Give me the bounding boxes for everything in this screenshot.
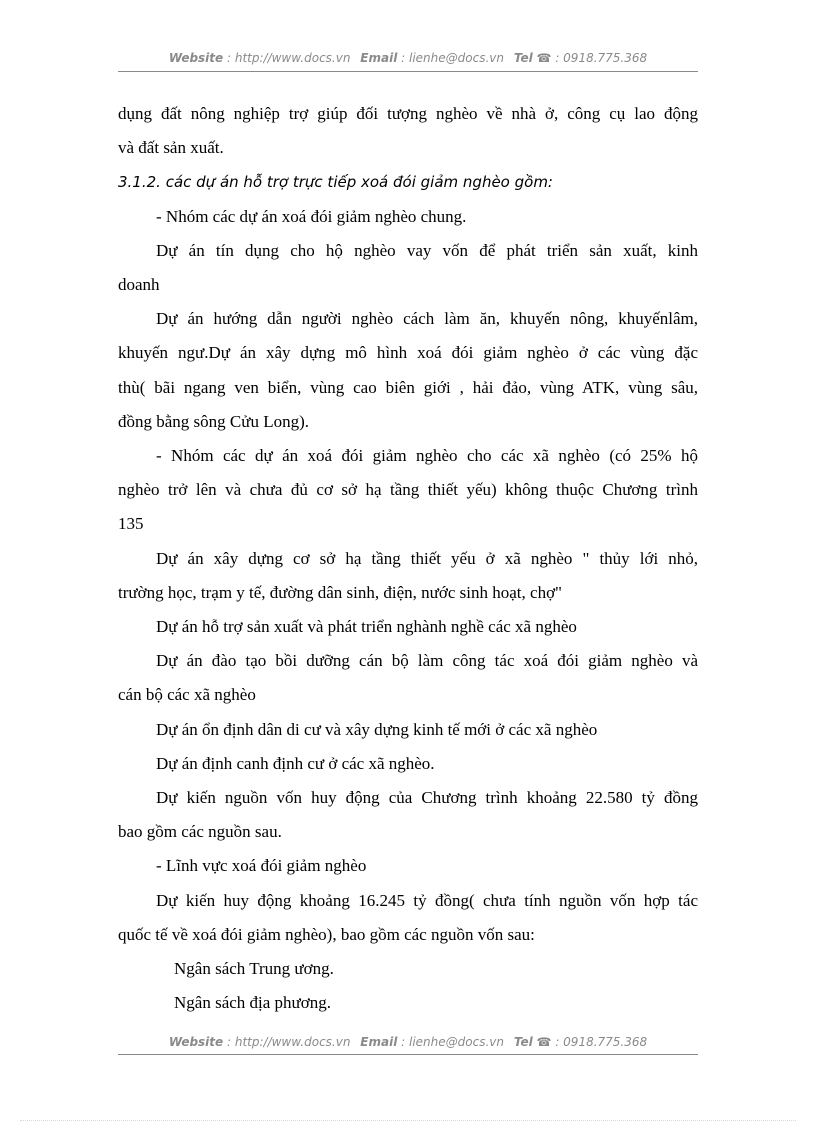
footer-email-label: Email (360, 1035, 398, 1049)
paragraph-line: bao gồm các nguồn sau. (118, 822, 282, 842)
footer-tel-value: : 0918.775.368 (555, 1035, 648, 1049)
paragraph-line: nghèo trở lên và chưa đủ cơ sở hạ tầng thiết yếu) không thuộc Chương trình (118, 480, 698, 500)
paragraph-line: Dự án hướng dẫn người nghèo cách làm ăn, khuyến nông, khuyếnlâm, (156, 309, 698, 329)
paragraph-line: dụng đất nông nghiệp trợ giúp đối tượng nghèo về nhà ở, công cụ lao động (118, 104, 698, 123)
footer-website-link[interactable]: : http://www.docs.vn (227, 1035, 351, 1049)
paragraph-line: trường học, trạm y tế, đường dân sinh, điện, nước sinh hoạt, chợ" (118, 582, 562, 602)
page-footer (118, 1035, 698, 1049)
paragraph-line: - Nhóm các dự án xoá đói giảm nghèo cho các xã nghèo (có 25% hộ (156, 446, 698, 466)
document-body (118, 97, 698, 1020)
footer-divider (118, 1054, 698, 1055)
paragraph-line: Dự án ổn định dân di cư và xây dựng kinh tế mới ở các xã nghèo (156, 719, 598, 739)
paragraph-line: khuyến ngư.Dự án xây dựng mô hình xoá đói giảm nghèo ở các vùng đặc (118, 343, 698, 363)
paragraph-line: Dự kiến nguồn vốn huy động của Chương trình khoảng 22.580 tỷ đồng (156, 788, 698, 808)
header-website-link[interactable]: : http://www.docs.vn (227, 51, 351, 65)
paragraph-line: Dự kiến huy động khoảng 16.245 tỷ đồng( chưa tính nguồn vốn hợp tác (156, 890, 698, 910)
footer-website-label: Website (168, 1035, 224, 1049)
header-tel-value: : 0918.775.368 (555, 51, 648, 65)
paragraph-line: 135 (118, 514, 144, 534)
paragraph-line: - Nhóm các dự án xoá đói giảm nghèo chung. (156, 206, 467, 226)
section-heading: 3.1.2. các dự án hỗ trợ trực tiếp xoá đói giảm nghèo gồm: (118, 173, 553, 192)
phone-icon: ☎ (536, 1035, 552, 1049)
page-edge-divider (20, 1120, 796, 1121)
header-divider (118, 71, 698, 72)
paragraph-line: Dự án xây dựng cơ sở hạ tầng thiết yếu ở xã nghèo " thủy lới nhỏ, (156, 548, 698, 568)
footer-tel-label: Tel (513, 1035, 533, 1049)
paragraph-line: và đất sản xuất. (118, 138, 224, 158)
paragraph-line: quốc tế về xoá đói giảm nghèo), bao gồm các nguồn vốn sau: (118, 924, 535, 944)
header-email-link[interactable]: : lienhe@docs.vn (401, 51, 504, 65)
paragraph-line: cán bộ các xã nghèo (118, 685, 256, 705)
header-website-label: Website (168, 51, 224, 65)
header-tel-label: Tel (513, 51, 533, 65)
phone-icon: ☎ (536, 51, 552, 65)
paragraph-line: Ngân sách địa phương. (174, 993, 332, 1013)
page-header (118, 51, 698, 65)
paragraph-line: Dự án hỗ trợ sản xuất và phát triển nghành nghề các xã nghèo (156, 617, 577, 637)
paragraph-line: Dự án định canh định cư ở các xã nghèo. (156, 753, 435, 773)
footer-email-link[interactable]: : lienhe@docs.vn (401, 1035, 504, 1049)
paragraph-line: Ngân sách Trung ương. (174, 959, 334, 979)
paragraph-line: thù( bãi ngang ven biển, vùng cao biên giới , hải đảo, vùng ATK, vùng sâu, (118, 377, 698, 397)
paragraph-line: đồng bằng sông Cửu Long). (118, 411, 310, 431)
header-email-label: Email (360, 51, 398, 65)
paragraph-line: Dự án tín dụng cho hộ nghèo vay vốn để phát triển sản xuất, kinh (156, 240, 698, 260)
paragraph-line: - Lĩnh vực xoá đói giảm nghèo (156, 856, 367, 876)
paragraph-line: doanh (118, 275, 160, 295)
paragraph-line: Dự án đào tạo bồi dưỡng cán bộ làm công tác xoá đói giảm nghèo và (156, 651, 698, 671)
